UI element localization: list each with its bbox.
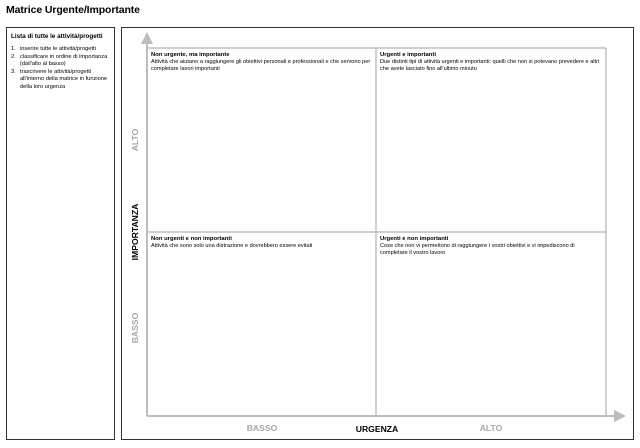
quadrant-description: Due distinti tipi di attività urgenti e importanti: quelli che non si potevano prevedere e altri che avete lasciato fino all'ultimo minuto	[380, 59, 600, 73]
y-axis-low-label: BASSO	[130, 312, 140, 344]
list-title: Lista di tutte le attività/progetti	[11, 33, 103, 40]
quadrant-not-urgent-important	[147, 48, 376, 232]
quadrant-title: Urgenti e non importanti	[380, 236, 449, 242]
y-axis-high-label: ALTO	[130, 128, 140, 152]
step-text: trascrivere le attività/progetti all'interno della matrice in funzione della loro urgenza	[20, 68, 108, 90]
y-axis-arrow-icon	[141, 32, 153, 44]
quadrant-not-urgent-not-important	[147, 232, 376, 416]
quadrant-description: Cose che non vi permettono di raggiungere i vostri obiettivi e vi impediscono di completare il vostro lavoro	[380, 243, 575, 257]
step-text: classificare in ordine di importanza (dall'alto al basso)	[20, 53, 108, 68]
y-axis-title: IMPORTANZA	[130, 203, 140, 261]
quadrant-urgent-important	[376, 48, 606, 232]
quadrant-description: Attività che aiutano a raggiungere gli obiettivi personali e professionali e che servono per completare lavori importanti	[151, 59, 371, 73]
x-axis-arrow-icon	[614, 410, 626, 422]
step-number: 1.	[11, 46, 16, 52]
quadrant-title: Non urgenti e non importanti	[151, 236, 232, 242]
step-number: 3.	[11, 68, 16, 75]
x-axis-low-label: BASSO	[246, 423, 278, 433]
quadrant-description: Attività che sono solo una distrazione e dovrebbero essere evitati	[151, 243, 313, 250]
page-title: Matrice Urgente/Importante	[6, 4, 140, 16]
quadrant-urgent-not-important	[376, 232, 606, 416]
step-number: 2.	[11, 53, 16, 60]
quadrant-title: Urgenti e importanti	[380, 52, 436, 58]
quadrant-title: Non urgente, ma importante	[151, 52, 230, 58]
x-axis-high-label: ALTO	[479, 423, 503, 433]
x-axis-title: URGENZA	[355, 424, 399, 434]
step-text: inserire tutte le attività/progetti	[20, 46, 96, 52]
